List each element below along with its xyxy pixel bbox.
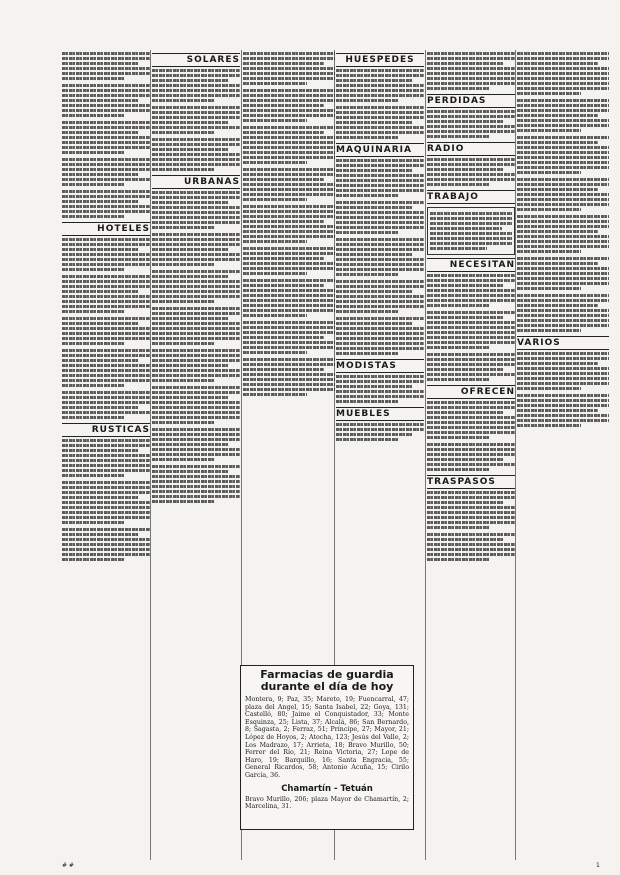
ad-block <box>243 247 335 275</box>
ad-block <box>243 358 335 396</box>
pharmacy-title: Farmacias de guardia durante el día de hoy <box>260 668 394 693</box>
pharmacy-sublist: Bravo Murillo, 206; plaza Mayor de Chamartín, 2; Marcelina, 31. <box>245 795 409 811</box>
section-header-radio: RADIO <box>427 142 515 156</box>
ad-block <box>517 99 609 132</box>
column-6 <box>517 50 609 840</box>
ad-block <box>152 191 240 229</box>
ad-block <box>62 190 150 218</box>
ad-block <box>427 491 515 529</box>
column-5 <box>427 50 515 840</box>
section-header-muebles: MUEBLES <box>336 407 424 421</box>
ad-block <box>62 439 150 477</box>
ad-block <box>336 317 424 355</box>
footer-mark-right: 1 <box>596 862 600 869</box>
ad-block <box>62 481 150 524</box>
ad-block <box>517 136 609 174</box>
ad-block <box>243 168 335 201</box>
ad-block <box>427 353 515 381</box>
ad-block <box>336 69 424 102</box>
ad-block <box>336 423 424 441</box>
column-rule <box>425 50 426 860</box>
ad-block <box>243 126 335 164</box>
ad-block <box>517 394 609 427</box>
ad-block <box>62 84 150 117</box>
ad-block <box>336 280 424 313</box>
ad-block <box>152 69 240 102</box>
column-1 <box>62 50 150 840</box>
ad-block <box>62 528 150 561</box>
ad-block <box>427 401 515 439</box>
ad-block <box>517 257 609 290</box>
column-4 <box>336 50 424 662</box>
ad-block <box>427 110 515 138</box>
pharmacy-subtitle: Chamartín - Tetuán <box>281 783 373 794</box>
ad-block <box>517 294 609 332</box>
ad-block <box>152 428 240 461</box>
ad-block <box>427 274 515 307</box>
section-header-varios: VARIOS <box>517 336 609 350</box>
section-header-urbanas: URBANAS <box>152 175 240 189</box>
section-header-traspasos: TRASPASOS <box>427 475 515 489</box>
section-header-solares: SOLARES <box>152 53 240 67</box>
ad-block <box>336 201 424 234</box>
footer-mark-left: # # <box>62 862 74 869</box>
ad-block <box>427 533 515 561</box>
ad-block <box>62 275 150 313</box>
ad-block <box>152 349 240 382</box>
section-header-huespedes: HUESPEDES <box>336 53 424 67</box>
ad-block <box>62 238 150 271</box>
ad-block <box>62 317 150 345</box>
column-rule <box>150 50 151 860</box>
ad-block <box>427 52 515 90</box>
ad-block <box>517 178 609 211</box>
column-3 <box>243 50 335 662</box>
ad-block <box>152 465 240 503</box>
ad-block <box>517 352 609 390</box>
ad-block <box>427 443 515 471</box>
ad-block <box>62 158 150 186</box>
section-header-necesitan: NECESITAN <box>427 258 515 272</box>
ad-block <box>517 52 609 95</box>
ad-block <box>152 138 240 171</box>
ad-block <box>517 215 609 253</box>
ad-block <box>243 52 335 85</box>
section-header-hoteles: HOTELES <box>62 222 150 236</box>
section-header-trabajo: TRABAJO <box>427 190 515 204</box>
ad-block <box>152 233 240 266</box>
section-header-maquinaria: MAQUINARIA <box>336 143 424 157</box>
section-header-rusticas: RUSTICAS <box>62 423 150 437</box>
ad-block <box>62 349 150 387</box>
ad-block <box>336 238 424 276</box>
pharmacy-list: Montera, 9; Paz, 35; Mareto, 19; Fuencarral, 47; plaza del Angel, 15; Santa Isabel, 22; Goya, 131; Castelló, 80; Jaime el Conquistador, 33; Monte Esquinza, 25; Lista, 37; Alcalá, 86; San Bernardo, 8; Sagasta, 2; Ferraz, 51; Príncipe, 27; Mayor, 21; López de Hoyos, 2; Atocha, 123; Jesús del Valle, 2; Los Madrazo, 17; Arrieta, 18; Bravo Murillo, 50; Ferrer del Río, 21; Reina Victoria, 27; Lope de Haro, 19; Barquillo, 16; Santa Engracia, 55; General Ricardos, 58; Antonio Acuña, 15; Cirilo García, 36. <box>245 696 409 779</box>
ad-block <box>243 321 335 354</box>
column-2 <box>152 50 240 840</box>
ad-block <box>152 307 240 345</box>
ad-block <box>336 375 424 403</box>
section-header-ofrecen: OFRECEN <box>427 385 515 399</box>
ad-block <box>243 89 335 122</box>
section-header-perdidas: PERDIDAS <box>427 94 515 108</box>
ad-block <box>427 158 515 186</box>
ad-block <box>62 121 150 154</box>
ad-block <box>62 52 150 80</box>
column-rule <box>515 50 516 860</box>
ad-block <box>427 311 515 349</box>
section-header-modistas: MODISTAS <box>336 359 424 373</box>
ad-block <box>62 391 150 419</box>
ad-block <box>152 386 240 424</box>
ad-block <box>152 270 240 303</box>
ad-block <box>336 159 424 197</box>
ad-block <box>243 205 335 243</box>
pharmacy-box <box>240 665 414 830</box>
boxed-ad <box>427 207 515 255</box>
ad-block <box>152 106 240 134</box>
ad-block <box>336 106 424 139</box>
ad-block <box>243 279 335 317</box>
